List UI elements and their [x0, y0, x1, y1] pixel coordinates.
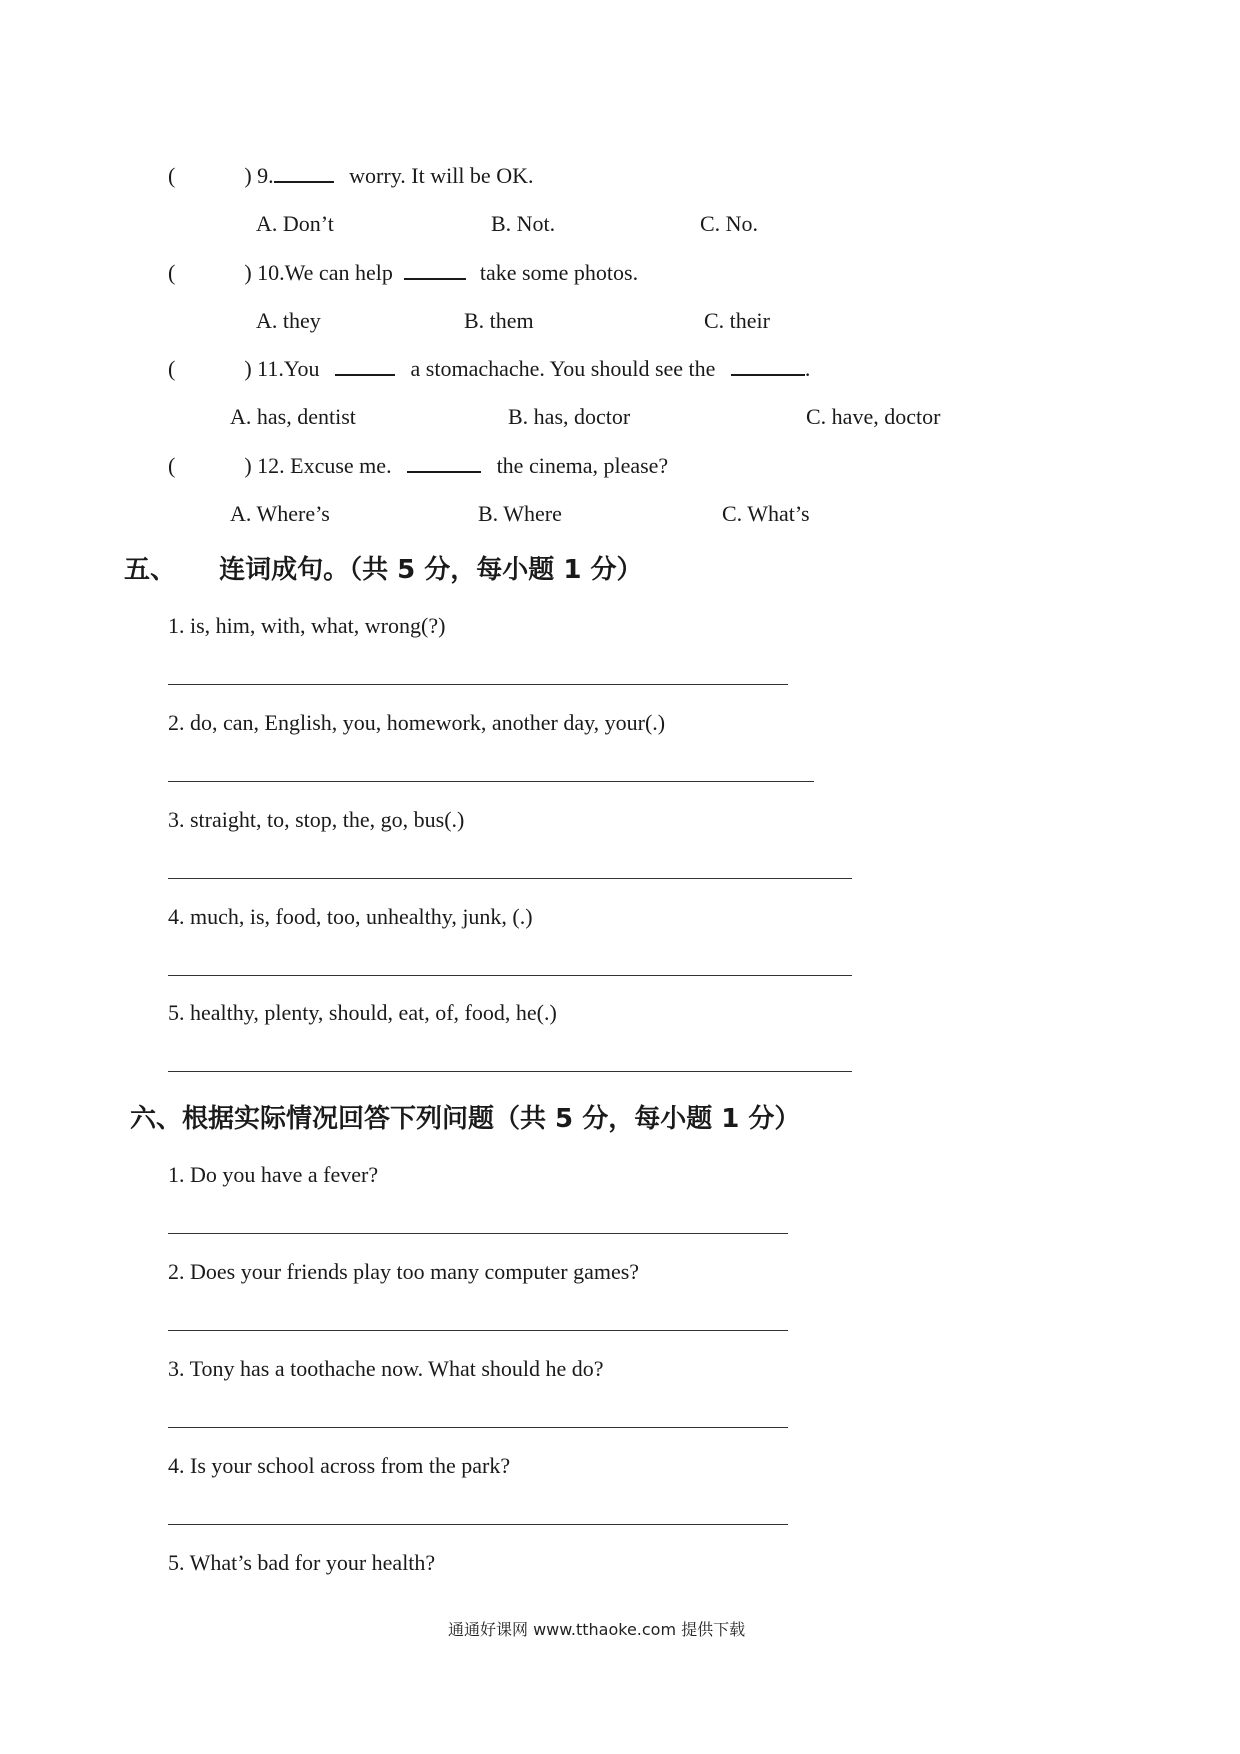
answer-line[interactable]: [168, 781, 814, 782]
answer-line[interactable]: [168, 975, 852, 976]
question-item-3: 3. Tony has a toothache now. What should he do?: [168, 1356, 604, 1381]
option-a: A. has, dentist: [230, 404, 356, 429]
question-item-2: 2. Does your friends play too many computer games?: [168, 1259, 640, 1284]
option-b: B. Where: [478, 501, 562, 526]
answer-paren-close: ): [244, 356, 252, 381]
question-item-5: 5. What’s bad for your health?: [168, 1550, 436, 1575]
answer-line[interactable]: [168, 878, 852, 879]
option-c: C. No.: [700, 211, 759, 236]
option-c: C. their: [704, 308, 770, 333]
answer-paren-open: (: [168, 356, 176, 381]
answer-paren-open: (: [168, 163, 176, 188]
fill-blank[interactable]: [407, 453, 481, 473]
answer-paren-open: (: [168, 260, 176, 285]
question-text: a stomachache. You should see the: [410, 356, 716, 381]
answer-paren-close: ): [244, 260, 252, 285]
question-9: [168, 163, 533, 189]
answer-line[interactable]: [168, 684, 788, 685]
question-number: 9.: [257, 163, 274, 188]
question-text-end: .: [804, 356, 811, 381]
fill-blank[interactable]: [274, 163, 334, 183]
question-number: 10.We can help: [257, 260, 393, 285]
section-5-heading: [124, 554, 642, 586]
reorder-item-2: 2. do, can, English, you, homework, another day, your(.): [168, 710, 666, 735]
option-c: C. have, doctor: [806, 404, 941, 429]
answer-line[interactable]: [168, 1071, 852, 1072]
footer-source: 通通好课网 www.tthaoke.com 提供下载: [448, 1620, 746, 1639]
question-item-1: 1. Do you have a fever?: [168, 1162, 379, 1187]
option-c: C. What’s: [722, 501, 810, 526]
option-a: A. Where’s: [230, 501, 330, 526]
fill-blank[interactable]: [731, 356, 805, 376]
question-number: 11.You: [257, 356, 320, 381]
answer-line[interactable]: [168, 1233, 788, 1234]
option-b: B. Not.: [491, 211, 556, 236]
option-a: A. Don’t: [256, 211, 334, 236]
answer-paren-close: ): [244, 453, 252, 478]
option-b: B. them: [464, 308, 534, 333]
option-b: B. has, doctor: [508, 404, 631, 429]
section-title: 连词成句。（共 5 分，每小题 1 分）: [219, 555, 643, 585]
question-text: take some photos.: [479, 260, 639, 285]
question-text: the cinema, please?: [496, 453, 669, 478]
option-a: A. they: [256, 308, 321, 333]
fill-blank[interactable]: [404, 260, 466, 280]
answer-paren-open: (: [168, 453, 176, 478]
reorder-item-3: 3. straight, to, stop, the, go, bus(.): [168, 807, 465, 832]
answer-paren-close: ): [244, 163, 252, 188]
fill-blank[interactable]: [335, 356, 395, 376]
reorder-item-1: 1. is, him, with, what, wrong(?): [168, 613, 446, 638]
reorder-item-4: 4. much, is, food, too, unhealthy, junk, (.): [168, 904, 533, 929]
answer-line[interactable]: [168, 1427, 788, 1428]
question-item-4: 4. Is your school across from the park?: [168, 1453, 511, 1478]
answer-line[interactable]: [168, 1524, 788, 1525]
question-number: 12. Excuse me.: [257, 453, 392, 478]
reorder-item-5: 5. healthy, plenty, should, eat, of, food, he(.): [168, 1000, 557, 1025]
question-12: [168, 453, 668, 479]
section-6-heading: 六、根据实际情况回答下列问题（共 5 分，每小题 1 分）: [130, 1104, 801, 1134]
question-10: [168, 260, 638, 286]
question-text: worry. It will be OK.: [349, 163, 534, 188]
question-11: [168, 356, 810, 382]
answer-line[interactable]: [168, 1330, 788, 1331]
section-number: 五、: [124, 555, 177, 585]
